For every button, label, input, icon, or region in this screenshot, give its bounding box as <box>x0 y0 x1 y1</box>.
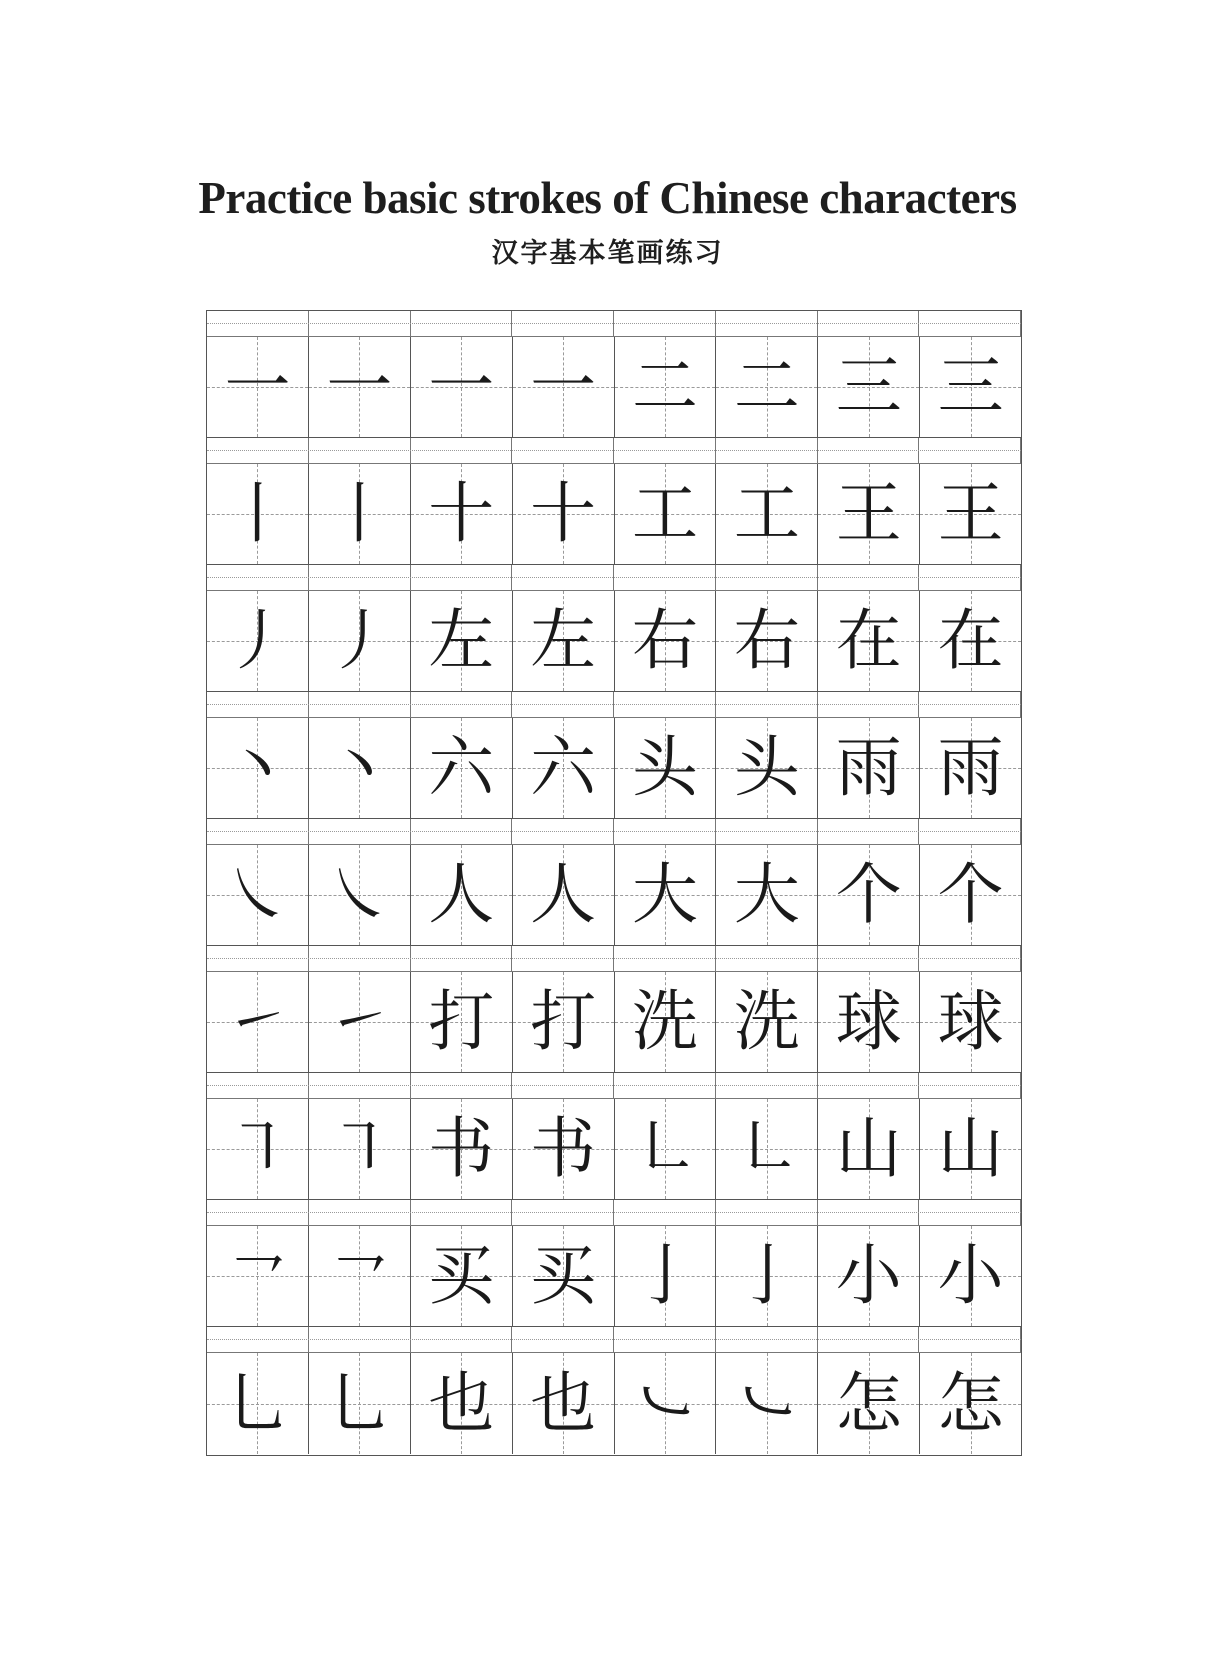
character-glyph: 球 <box>835 983 902 1060</box>
practice-cell <box>716 1353 818 1454</box>
character-glyph: 一 <box>428 348 495 425</box>
spacer-guideline <box>207 704 1021 705</box>
character-glyph: 右 <box>631 602 698 679</box>
practice-cell <box>207 1099 309 1199</box>
practice-grid <box>206 310 1022 1456</box>
practice-cell <box>615 845 717 945</box>
character-glyph: 六 <box>530 729 597 806</box>
character-glyph: 丿 <box>326 602 393 679</box>
practice-cell <box>716 1099 818 1199</box>
character-glyph: 十 <box>530 475 597 552</box>
character-glyph: 三 <box>835 348 902 425</box>
character-glyph: 雨 <box>937 729 1004 806</box>
character-glyph: 王 <box>937 475 1004 552</box>
practice-cell <box>513 845 615 945</box>
spacer-guideline <box>207 1085 1021 1086</box>
practice-row <box>207 718 1021 819</box>
practice-cell <box>615 337 717 437</box>
character-glyph: 二 <box>733 348 800 425</box>
character-glyph: 十 <box>428 475 495 552</box>
character-glyph: 丨 <box>326 475 393 552</box>
character-glyph: 在 <box>937 602 1004 679</box>
practice-cell <box>818 845 920 945</box>
character-glyph: 买 <box>428 1237 495 1314</box>
practice-row <box>207 1099 1021 1200</box>
practice-cell <box>411 337 513 437</box>
practice-row <box>207 591 1021 692</box>
character-glyph: 书 <box>530 1110 597 1187</box>
practice-cell <box>309 972 411 1072</box>
practice-cell <box>615 972 717 1072</box>
spacer-guideline <box>207 1339 1021 1340</box>
practice-cell <box>920 464 1021 564</box>
character-glyph: 丶 <box>224 729 291 806</box>
character-glyph: 在 <box>835 602 902 679</box>
spacer-guideline <box>207 958 1021 959</box>
spacer-guideline <box>207 323 1021 324</box>
practice-cell <box>513 591 615 691</box>
practice-cell <box>513 1099 615 1199</box>
practice-cell <box>207 845 309 945</box>
practice-cell <box>615 464 717 564</box>
character-glyph: 王 <box>835 475 902 552</box>
character-glyph: 山 <box>835 1110 902 1187</box>
practice-cell <box>309 464 411 564</box>
practice-row <box>207 1353 1021 1454</box>
practice-cell <box>207 1226 309 1326</box>
character-glyph: 买 <box>530 1237 597 1314</box>
practice-cell <box>513 1226 615 1326</box>
practice-cell <box>309 1226 411 1326</box>
character-glyph: ㇃ <box>733 1364 800 1442</box>
row-spacer-band <box>207 692 1021 718</box>
row-spacer-band <box>207 1200 1021 1226</box>
character-glyph: 一 <box>326 348 393 425</box>
page-subtitle: 汉字基本笔画练习 <box>491 238 724 269</box>
practice-cell <box>411 718 513 818</box>
character-glyph: ㇀ <box>224 983 291 1060</box>
row-spacer-band <box>207 819 1021 845</box>
practice-cell <box>513 718 615 818</box>
practice-cell <box>207 464 309 564</box>
character-glyph: 一 <box>224 348 291 425</box>
character-glyph: 个 <box>937 856 1004 933</box>
practice-cell <box>207 972 309 1072</box>
practice-cell <box>207 337 309 437</box>
practice-cell <box>818 591 920 691</box>
practice-cell <box>615 1226 717 1326</box>
practice-row <box>207 337 1021 438</box>
character-glyph: ㇖ <box>224 1237 291 1314</box>
character-glyph: 二 <box>631 348 698 425</box>
character-glyph: 人 <box>530 856 597 933</box>
spacer-guideline <box>207 1212 1021 1213</box>
practice-row <box>207 464 1021 565</box>
character-glyph: 洗 <box>733 983 800 1060</box>
practice-cell <box>411 1226 513 1326</box>
character-glyph: ㇏ <box>224 856 291 933</box>
practice-cell <box>513 1353 615 1454</box>
character-glyph: ㇗ <box>733 1110 800 1187</box>
spacer-guideline <box>207 831 1021 832</box>
character-glyph: 怎 <box>835 1364 902 1442</box>
character-glyph: 洗 <box>631 983 698 1060</box>
practice-cell <box>920 1353 1021 1454</box>
character-glyph: 也 <box>428 1364 495 1442</box>
row-spacer-band <box>207 438 1021 464</box>
character-glyph: 乚 <box>224 1364 291 1442</box>
character-glyph: 打 <box>530 983 597 1060</box>
character-glyph: 书 <box>428 1110 495 1187</box>
practice-cell <box>920 1099 1021 1199</box>
practice-cell <box>615 718 717 818</box>
practice-cell <box>513 337 615 437</box>
practice-cell <box>818 1099 920 1199</box>
practice-cell <box>207 591 309 691</box>
practice-cell <box>207 1353 309 1454</box>
practice-cell <box>615 1099 717 1199</box>
practice-cell <box>309 1353 411 1454</box>
character-glyph: 三 <box>937 348 1004 425</box>
practice-cell <box>716 718 818 818</box>
character-glyph: 丶 <box>326 729 393 806</box>
practice-cell <box>411 845 513 945</box>
character-glyph: 怎 <box>937 1364 1004 1442</box>
practice-cell <box>309 1099 411 1199</box>
character-glyph: 球 <box>937 983 1004 1060</box>
character-glyph: 左 <box>530 602 597 679</box>
character-glyph: 六 <box>428 729 495 806</box>
row-spacer-band <box>207 311 1021 337</box>
character-glyph: 大 <box>733 856 800 933</box>
character-glyph: 头 <box>733 729 800 806</box>
character-glyph: 工 <box>733 475 800 552</box>
row-spacer-band <box>207 1073 1021 1099</box>
practice-cell <box>818 464 920 564</box>
practice-cell <box>411 1099 513 1199</box>
practice-cell <box>920 591 1021 691</box>
practice-cell <box>309 845 411 945</box>
row-spacer-band <box>207 565 1021 591</box>
character-glyph: 小 <box>937 1237 1004 1314</box>
practice-cell <box>615 1353 717 1454</box>
practice-cell <box>818 972 920 1072</box>
practice-cell <box>411 591 513 691</box>
practice-cell <box>920 718 1021 818</box>
character-glyph: ㇀ <box>326 983 393 1060</box>
practice-row <box>207 845 1021 946</box>
character-glyph: 打 <box>428 983 495 1060</box>
practice-cell <box>309 591 411 691</box>
character-glyph: ㇕ <box>224 1110 291 1187</box>
character-glyph: 亅 <box>733 1237 800 1314</box>
practice-cell <box>818 1353 920 1454</box>
character-glyph: 一 <box>530 348 597 425</box>
practice-cell <box>818 718 920 818</box>
practice-cell <box>920 1226 1021 1326</box>
practice-cell <box>716 1226 818 1326</box>
page-title: Practice basic strokes of Chinese characters <box>198 173 1017 223</box>
practice-cell <box>513 972 615 1072</box>
character-glyph: 丿 <box>224 602 291 679</box>
character-glyph: 工 <box>631 475 698 552</box>
character-glyph: 丨 <box>224 475 291 552</box>
character-glyph: 雨 <box>835 729 902 806</box>
practice-cell <box>716 972 818 1072</box>
practice-cell <box>716 591 818 691</box>
practice-cell <box>207 718 309 818</box>
character-glyph: 个 <box>835 856 902 933</box>
practice-cell <box>818 337 920 437</box>
practice-row <box>207 972 1021 1073</box>
practice-cell <box>411 972 513 1072</box>
practice-cell <box>411 464 513 564</box>
character-glyph: 人 <box>428 856 495 933</box>
character-glyph: 也 <box>530 1364 597 1442</box>
practice-cell <box>716 845 818 945</box>
row-spacer-band <box>207 946 1021 972</box>
character-glyph: 乚 <box>326 1364 393 1442</box>
practice-cell <box>818 1226 920 1326</box>
character-glyph: 山 <box>937 1110 1004 1187</box>
character-glyph: 头 <box>631 729 698 806</box>
character-glyph: 右 <box>733 602 800 679</box>
character-glyph: ㇃ <box>631 1364 698 1442</box>
practice-cell <box>309 337 411 437</box>
row-spacer-band <box>207 1327 1021 1353</box>
character-glyph: 小 <box>835 1237 902 1314</box>
practice-cell <box>513 464 615 564</box>
character-glyph: ㇕ <box>326 1110 393 1187</box>
spacer-guideline <box>207 450 1021 451</box>
character-glyph: 大 <box>631 856 698 933</box>
practice-cell <box>615 591 717 691</box>
character-glyph: ㇗ <box>631 1110 698 1187</box>
spacer-guideline <box>207 577 1021 578</box>
character-glyph: 亅 <box>631 1237 698 1314</box>
practice-cell <box>716 337 818 437</box>
practice-cell <box>309 718 411 818</box>
practice-cell <box>920 337 1021 437</box>
practice-row <box>207 1226 1021 1327</box>
practice-cell <box>920 972 1021 1072</box>
character-glyph: 左 <box>428 602 495 679</box>
character-glyph: ㇖ <box>326 1237 393 1314</box>
practice-cell <box>716 464 818 564</box>
practice-cell <box>920 845 1021 945</box>
practice-cell <box>411 1353 513 1454</box>
character-glyph: ㇏ <box>326 856 393 933</box>
